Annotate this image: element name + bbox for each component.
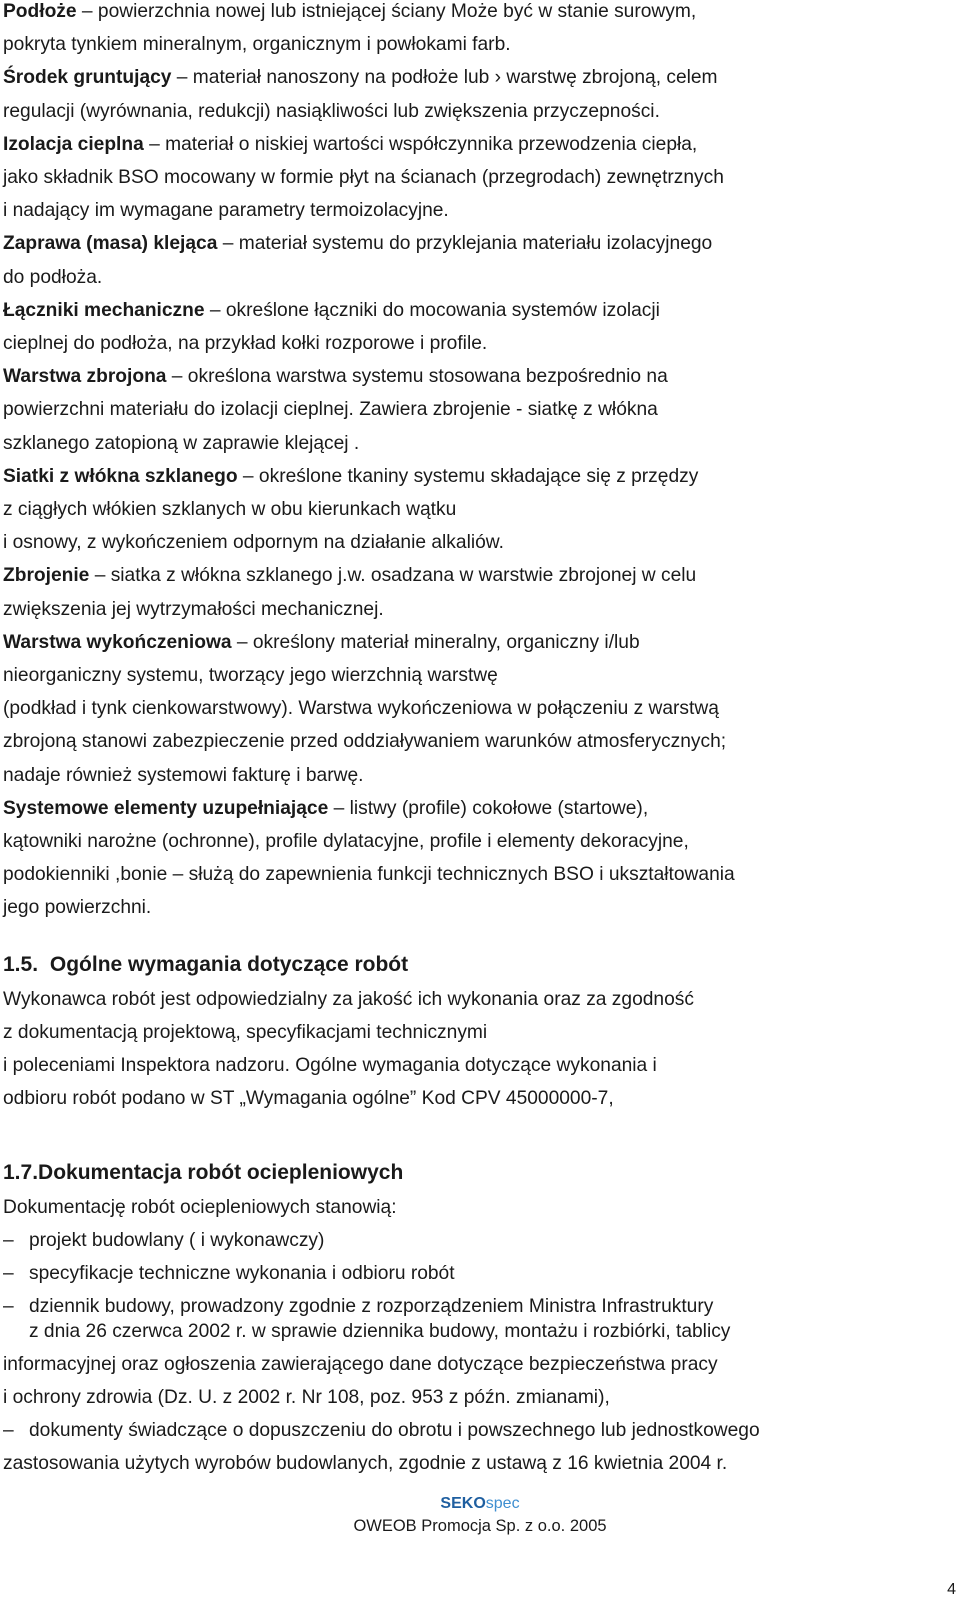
definition-cont-line: podokienniki ,bonie – służą do zapewnienia funkcji technicznych BSO i ukształtowania	[3, 864, 735, 885]
definition-term: Środek gruntujący	[3, 67, 172, 88]
definition-cont-line: pokryta tynkiem mineralnym, organicznym i powłokami farb.	[3, 34, 511, 55]
definition-line	[3, 797, 648, 821]
definition-cont-line: z ciągłych włókien szklanych w obu kierunkach wątku	[3, 499, 457, 520]
definition-cont-line: nieorganiczny systemu, tworzący jego wierzchnią warstwę	[3, 665, 498, 686]
list-item: specyfikacje techniczne wykonania i odbioru robót	[29, 1263, 455, 1284]
definition-term: Podłoże	[3, 1, 77, 22]
section-title: Dokumentacja robót ociepleniowych	[38, 1161, 404, 1184]
definition-cont-line: powierzchni materiału do izolacji cieplnej. Zawiera zbrojenie - siatkę z włókna	[3, 399, 658, 420]
list-item: projekt budowlany ( i wykonawczy)	[29, 1230, 325, 1251]
definition-term: Izolacja cieplna	[3, 134, 144, 155]
definition-text: – określony materiał mineralny, organiczny i/lub	[231, 632, 640, 653]
footer-text: OWEOB Promocja Sp. z o.o. 2005	[353, 1517, 607, 1535]
company-logo	[0, 1494, 960, 1514]
list-dash: –	[3, 1263, 14, 1284]
list-dash: –	[3, 1420, 14, 1441]
body-line: Wykonawca robót jest odpowiedzialny za jakość ich wykonania oraz za zgodność	[3, 989, 694, 1010]
section-intro: Dokumentację robót ociepleniowych stanowią:	[3, 1197, 397, 1218]
list-item-cont: z dnia 26 czerwca 2002 r. w sprawie dziennika budowy, montażu i rozbiórki, tablicy	[29, 1321, 731, 1342]
definition-cont-line: jako składnik BSO mocowany w formie płyt na ścianach (przegrodach) zewnętrznych	[3, 167, 724, 188]
definition-cont-line: jego powierzchni.	[3, 897, 152, 918]
definition-term: Warstwa zbrojona	[3, 366, 167, 387]
list-item-cont: i ochrony zdrowia (Dz. U. z 2002 r. Nr 108, poz. 953 z późn. zmianami),	[3, 1387, 610, 1408]
definition-text: – określona warstwa systemu stosowana bezpośrednio na	[166, 366, 668, 387]
section-number: 1.5.	[3, 953, 39, 976]
list-dash: –	[3, 1230, 14, 1251]
definition-text: – materiał systemu do przyklejania materiału izolacyjnego	[217, 233, 713, 254]
definition-cont-line: szklanego zatopioną w zaprawie klejącej .	[3, 433, 360, 454]
body-line: i poleceniami Inspektora nadzoru. Ogólne wymagania dotyczące wykonania i	[3, 1055, 657, 1076]
definition-text: – siatka z włókna szklanego j.w. osadzana w warstwie zbrojonej w celu	[89, 565, 697, 586]
definition-term: Zaprawa (masa) klejąca	[3, 233, 218, 254]
page-number: 4	[947, 1581, 956, 1598]
definition-cont-line: zwiększenia jej wytrzymałości mechanicznej.	[3, 599, 384, 620]
list-item-cont: informacyjnej oraz ogłoszenia zawierającego dane dotyczące bezpieczeństwa pracy	[3, 1354, 718, 1375]
body-line: z dokumentacją projektową, specyfikacjami technicznymi	[3, 1022, 488, 1043]
definition-cont-line: i nadający im wymagane parametry termoizolacyjne.	[3, 200, 449, 221]
definition-text: – określone łączniki do mocowania systemów izolacji	[204, 300, 660, 321]
logo-part-2: spec	[485, 1495, 520, 1512]
definition-line	[3, 631, 640, 655]
definition-line	[3, 0, 696, 24]
definition-cont-line: i osnowy, z wykończeniem odpornym na działanie alkaliów.	[3, 532, 504, 553]
definition-line	[3, 133, 697, 157]
definition-cont-line: cieplnej do podłoża, na przykład kołki rozporowe i profile.	[3, 333, 488, 354]
definition-cont-line: (podkład i tynk cienkowarstwowy). Warstwa wykończeniowa w połączeniu z warstwą	[3, 698, 719, 719]
list-dash: –	[3, 1296, 14, 1317]
definition-term: Warstwa wykończeniowa	[3, 632, 232, 653]
definition-text: – powierzchnia nowej lub istniejącej ściany Może być w stanie surowym,	[76, 1, 697, 22]
definition-text: – określone tkaniny systemu składające się z przędzy	[237, 466, 699, 487]
list-item: dokumenty świadczące o dopuszczeniu do obrotu i powszechnego lub jednostkowego	[29, 1420, 760, 1441]
definition-line	[3, 66, 718, 90]
section-title: Ogólne wymagania dotyczące robót	[49, 953, 409, 976]
definition-cont-line: do podłoża.	[3, 267, 103, 288]
definition-text: – materiał nanoszony na podłoże lub › warstwę zbrojoną, celem	[171, 67, 718, 88]
definition-term: Zbrojenie	[3, 565, 90, 586]
definition-term: Łączniki mechaniczne	[3, 300, 205, 321]
definition-line	[3, 465, 698, 489]
list-item: dziennik budowy, prowadzony zgodnie z rozporządzeniem Ministra Infrastruktury	[29, 1296, 714, 1317]
list-item-cont: zastosowania użytych wyrobów budowlanych, zgodnie z ustawą z 16 kwietnia 2004 r.	[3, 1453, 728, 1474]
body-line: odbioru robót podano w ST „Wymagania ogólne” Kod CPV 45000000-7,	[3, 1088, 614, 1109]
section-number: 1.7.	[3, 1161, 39, 1184]
definition-line	[3, 564, 696, 588]
definition-cont-line: regulacji (wyrównania, redukcji) nasiąkliwości lub zwiększenia przyczepności.	[3, 101, 660, 122]
definition-text: – listwy (profile) cokołowe (startowe),	[328, 798, 649, 819]
definition-line	[3, 299, 660, 323]
definition-cont-line: kątowniki narożne (ochronne), profile dylatacyjne, profile i elementy dekoracyjne,	[3, 831, 689, 852]
definition-term: Siatki z włókna szklanego	[3, 466, 238, 487]
definition-cont-line: nadaje również systemowi fakturę i barwę.	[3, 765, 364, 786]
definition-cont-line: zbrojoną stanowi zabezpieczenie przed oddziaływaniem warunków atmosferycznych;	[3, 731, 727, 752]
definition-line	[3, 365, 668, 389]
section-1-5-heading	[3, 952, 408, 978]
definition-term: Systemowe elementy uzupełniające	[3, 798, 329, 819]
definition-text: – materiał o niskiej wartości współczynnika przewodzenia ciepła,	[143, 134, 698, 155]
logo-part-1: SEKO	[440, 1495, 486, 1512]
section-1-7-heading	[3, 1160, 403, 1186]
definition-line	[3, 232, 712, 256]
